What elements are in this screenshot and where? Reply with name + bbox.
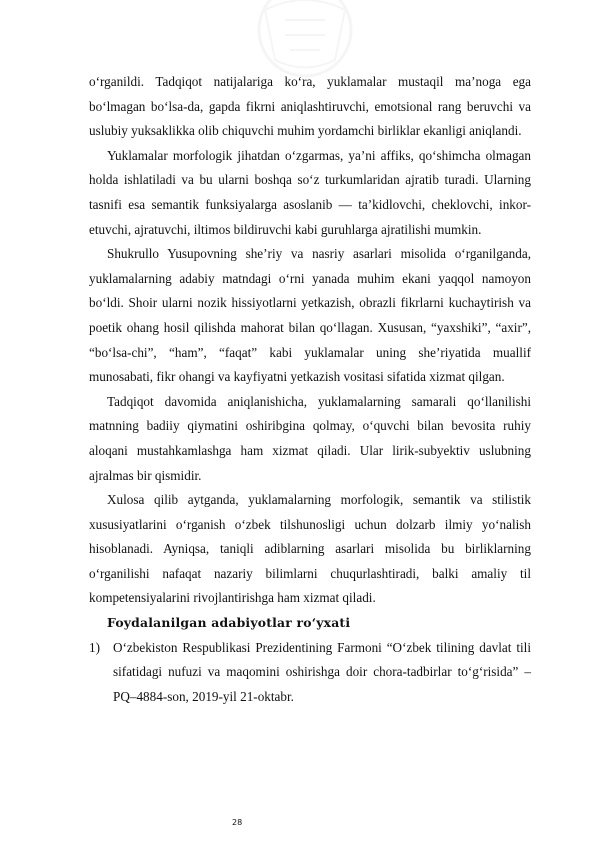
paragraph-4: Tadqiqot davomida aniqlanishicha, yuklamalarning samarali qo‘llanilishi matnning badiiy qiymatini oshiribgina qolmay, o‘quvchi bilan bevosita ruhiy aloqani mustahkamlashga ham xizmat qiladi. Ular lirik-subyektiv uslubning ajralmas bir qismidir. [89,393,531,483]
paragraph-2: Yuklamalar morfologik jihatdan o‘zgarmas, ya’ni affiks, qo‘shimcha olmagan holda ishlatiladi va bu ularni boshqa so‘z turkumlaridan ajratib turadi. Ularning tasnifi esa semantik funksiyalarga asoslanib — ta’kidlovchi, cheklovchi, inkor-etuvchi, ajratuvchi, iltimos bildiruvchi kabi guruhlarga ajratilishi mumkin. [89,147,531,237]
paragraph-5: Xulosa qilib aytganda, yuklamalarning morfologik, semantik va stilistik xususiyatlarini o‘rganish o‘zbek tilshunosligi uchun dolzarb ilmiy yo‘nalish hisoblanadi. Ayniqsa, taniqli adiblarning asarlari misolida bu birliklarning o‘rganilishi nafaqat nazariy bilimlarni chuqurlashtiradi, balki amaliy til kompetensiyalarini rivojlantirishga ham xizmat qiladi. [89,492,531,606]
reference-text: O‘zbekiston Respublikasi Prezidentining Farmoni “O‘zbek tilining davlat tili sifatidagi nufuzi va maqomini oshirishga doir chora-tadbirlar to‘g‘risida” – PQ–4884-son, 2019-yil 21-oktabr. [113,639,531,704]
references-list [89,636,531,710]
paragraph-3: Shukrullo Yusupovning she’riy va nasriy asarlari misolida o‘rganilganda, yuklamalarning adabiy matndagi o‘rni yanada muhim ekani yaqqol namoyon bo‘ldi. Shoir ularni nozik hissiyotlarni yetkazish, obrazli fikrlarni kuchaytirish va poetik ohang hosil qilishda mahorat bilan qo‘llagan. Xususan, “yaxshiki”, “axir”, “bo‘lsa-chi”, “ham”, “faqat” kabi yuklamalar uning she’riyatida muallif munosabati, fikr ohangi va kayfiyatni yetkazish vositasi sifatida xizmat qilgan. [89,246,531,385]
references-heading: Foydalanilgan adabiyotlar ro‘yxati [107,615,351,631]
reference-item [89,636,531,710]
paragraph-1: o‘rganildi. Tadqiqot natijalariga ko‘ra, yuklamalar mustaqil ma’noga ega bo‘lmagan bo‘lsa-da, gapda fikrni aniqlashtiruvchi, emotsional rang beruvchi va uslubiy yuksaklikka olib chiquvchi muhim yordamchi birliklar ekanligi aniqlandi. [89,74,531,139]
page-number: 28 [232,818,243,827]
reference-number: 1) [89,639,100,655]
document-body [89,70,531,709]
